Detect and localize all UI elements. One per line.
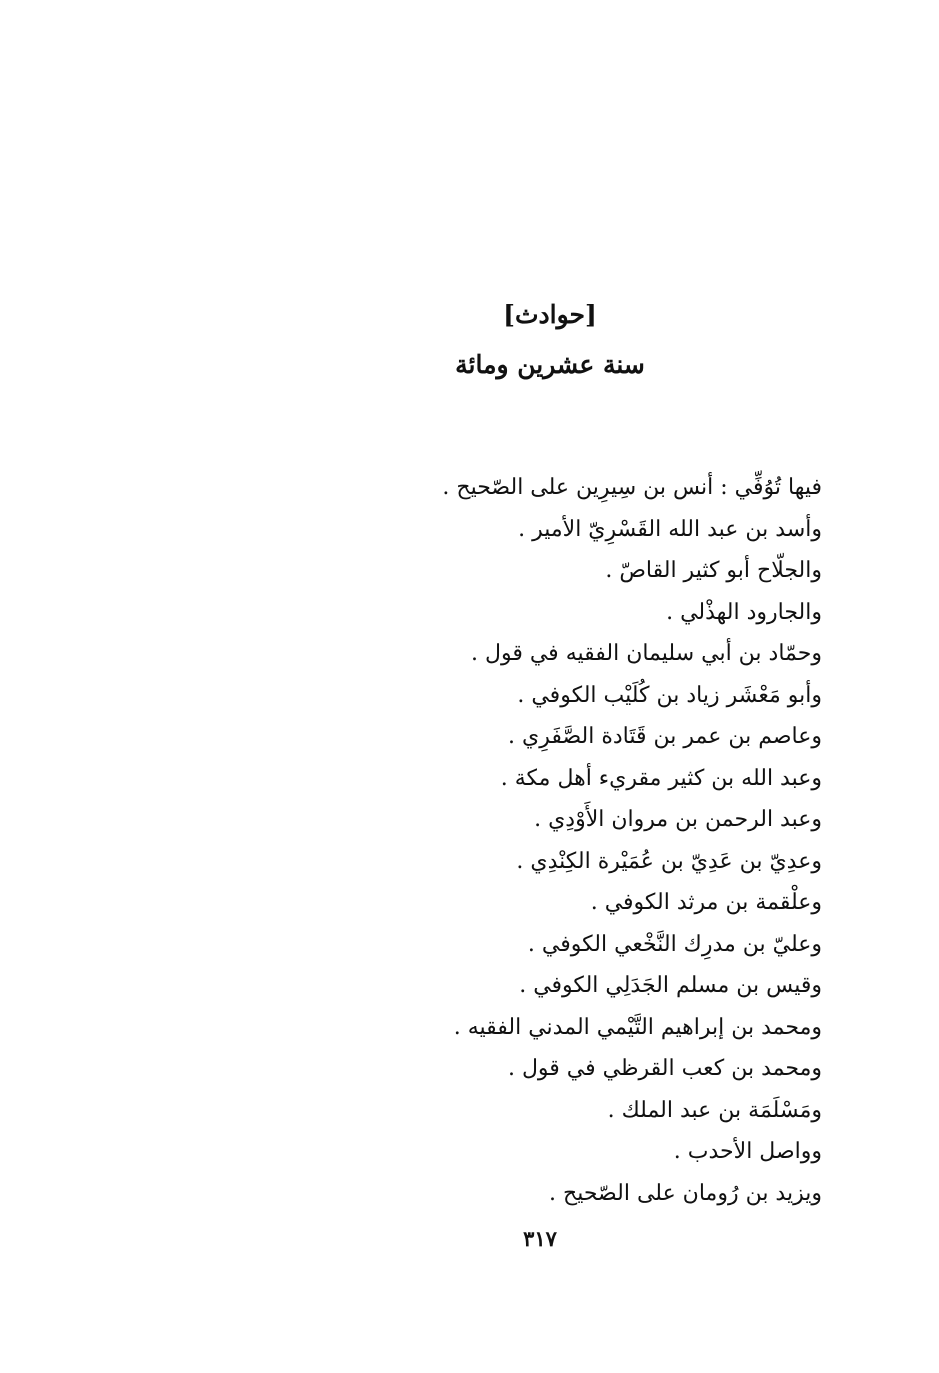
list-item: وعدِيّ بن عَدِيّ بن عُمَيْرة الكِنْدِي . — [516, 848, 822, 874]
list-item: وعبد الرحمن بن مروان الأَوْدِي . — [534, 807, 822, 832]
page-number: ٣١٧ — [523, 1226, 557, 1251]
list-item: ويزيد بن رُومان على الصّحيح . — [549, 1180, 822, 1206]
list-item: وأبو مَعْشَر زياد بن كُلَيْب الكوفي . — [517, 682, 822, 708]
list-item: ومَسْلَمَة بن عبد الملك . — [607, 1097, 822, 1123]
list-item: فيها تُوُفِّي : أنس بن سِيرِين على الصّحيح . — [442, 475, 822, 500]
list-item: والجلّاح أبو كثير القاصّ . — [605, 558, 822, 583]
section-heading: [حوادث] — [503, 300, 597, 329]
obituary-list — [402, 467, 822, 1214]
list-item: وقيس بن مسلم الجَدَلِي الكوفي . — [519, 973, 822, 998]
list-item: وعليّ بن مدرِك النَّخْعي الكوفي . — [527, 931, 822, 957]
list-item: والجارود الهذْلي . — [666, 599, 822, 625]
list-item: وعاصم بن عمر بن قَتَادة الصَّفَرِي . — [507, 724, 822, 749]
list-item: ومحمد بن إبراهيم التَّيْمي المدني الفقيه . — [453, 1014, 822, 1040]
list-item: وعلْقمة بن مرثد الكوفي . — [590, 890, 822, 915]
list-item: وواصل الأحدب . — [673, 1139, 822, 1164]
year-subheading: سنة عشرين ومائة — [455, 350, 645, 379]
list-item: ومحمد بن كعب القرظي في قول . — [507, 1056, 822, 1081]
list-item: وعبد الله بن كثير مقريء أهل مكة . — [500, 765, 822, 791]
list-item: وحمّاد بن أبي سليمان الفقيه في قول . — [471, 641, 822, 666]
list-item: وأسد بن عبد الله القَسْرِيّ الأمير . — [518, 516, 822, 542]
